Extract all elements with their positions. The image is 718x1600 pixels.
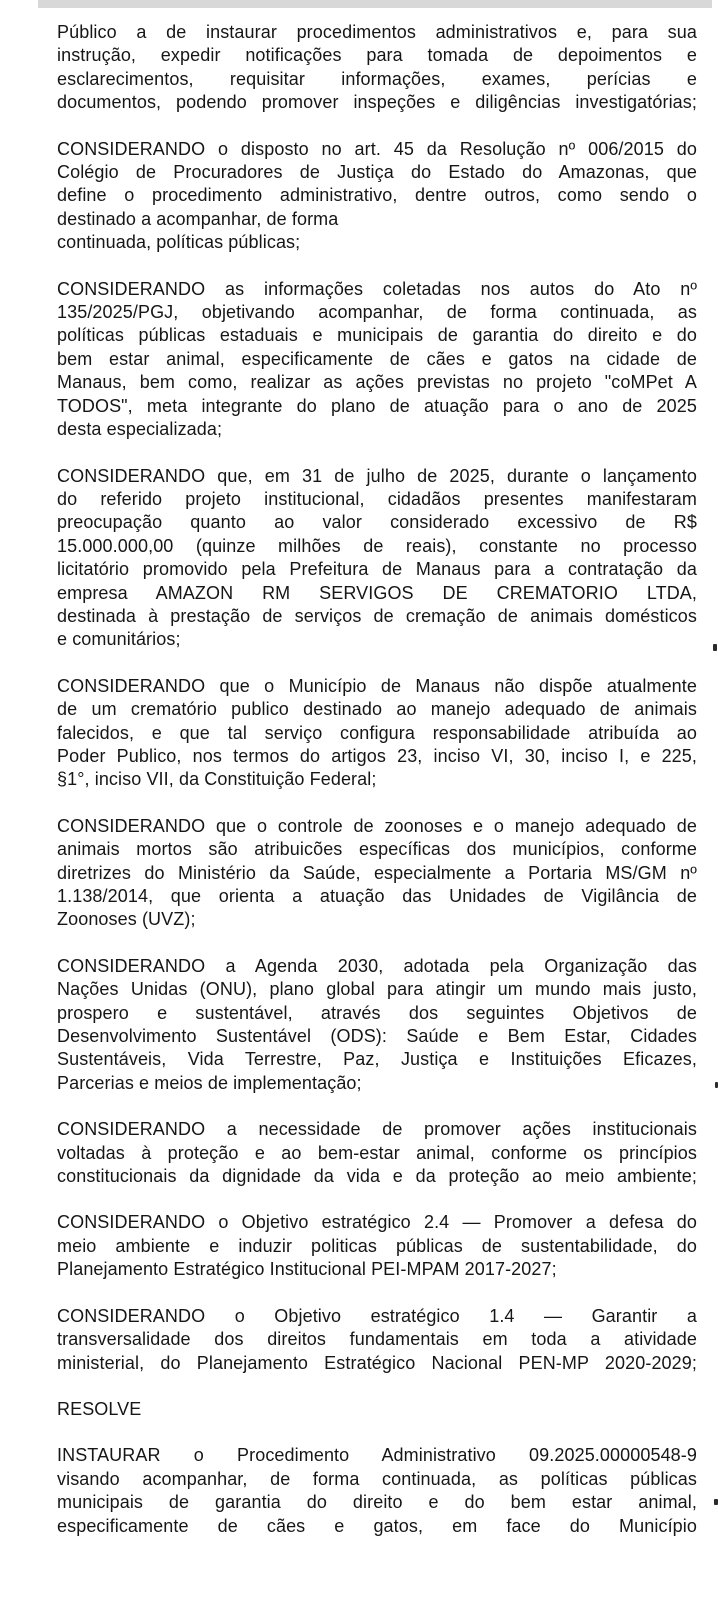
- paragraph: [57, 138, 697, 255]
- text-line: destinado a acompanhar, de forma: [57, 208, 339, 229]
- text-line: CONSIDERANDO o Objetivo estratégico 1.4 — Garantir a: [57, 1305, 697, 1326]
- document-text-block: [57, 21, 697, 1561]
- scan-artifact: [713, 644, 717, 651]
- text-line: políticas públicas estaduais e municipais de garantia do direito e do: [57, 325, 697, 346]
- text-line: meio ambiente e induzir politicas públicas de sustentabilidade, do: [57, 1235, 697, 1256]
- text-line: instrução, expedir notificações para tomada de depoimentos e: [57, 45, 697, 66]
- text-line: empresa AMAZON RM SERVIGOS DE CREMATORIO LTDA,: [57, 582, 697, 603]
- text-line: §1°, inciso VII, da Constituição Federal;: [57, 769, 377, 790]
- text-line: CONSIDERANDO que o controle de zoonoses e o manejo adequado de: [57, 815, 697, 836]
- text-line: Nações Unidas (ONU), plano global para atingir um mundo mais justo,: [57, 979, 697, 1000]
- text-line: bem estar animal, especificamente de cães e gatos na cidade de: [57, 348, 697, 369]
- scan-artifact: [714, 1499, 718, 1505]
- text-line: esclarecimentos, requisitar informações, exames, perícias e: [57, 68, 697, 89]
- text-line: animais mortos são atribuicões específicas dos municípios, conforme: [57, 839, 697, 860]
- paragraph: [57, 465, 697, 652]
- text-line: do referido projeto institucional, cidadãos presentes manifestaram: [57, 488, 697, 509]
- text-line: CONSIDERANDO que o Município de Manaus não dispõe atualmente: [57, 675, 697, 696]
- text-line: Manaus, bem como, realizar as ações previstas no projeto "coMPet A: [57, 372, 697, 393]
- text-line: ministerial, do Planejamento Estratégico Nacional PEN-MP 2020-2029;: [57, 1352, 697, 1373]
- paragraph: [57, 1444, 697, 1538]
- text-line: RESOLVE: [57, 1398, 142, 1419]
- text-line: continuada, políticas públicas;: [57, 232, 301, 253]
- text-line: destinada à prestação de serviços de cremação de animais domésticos: [57, 605, 697, 626]
- text-line: CONSIDERANDO o Objetivo estratégico 2.4 — Promover a defesa do: [57, 1212, 697, 1233]
- text-line: de um crematório publico destinado ao manejo adequado de animais: [57, 699, 697, 720]
- text-line: visando acompanhar, de forma continuada, as políticas públicas: [57, 1468, 697, 1489]
- text-line: define o procedimento administrativo, dentre outros, como sendo o: [57, 185, 697, 206]
- text-line: preocupação quanto ao valor considerado excessivo de R$: [57, 512, 697, 533]
- text-line: falecidos, e que tal serviço configura responsabilidade atribuída ao: [57, 722, 697, 743]
- text-line: Parcerias e meios de implementação;: [57, 1072, 362, 1093]
- text-line: Desenvolvimento Sustentável (ODS): Saúde e Bem Estar, Cidades: [57, 1026, 697, 1047]
- text-line: 1.138/2014, que orienta a atuação das Unidades de Vigilância de: [57, 886, 697, 906]
- paragraph: [57, 955, 697, 1095]
- text-line: desta especializada;: [57, 419, 223, 440]
- scan-page-top-edge: [38, 0, 712, 8]
- paragraph: [57, 1211, 697, 1281]
- paragraph: [57, 1118, 697, 1188]
- paragraph: [57, 815, 697, 932]
- text-line: documentos, podendo promover inspeções e diligências investigatórias;: [57, 92, 697, 113]
- text-line: Colégio de Procuradores de Justiça do Estado do Amazonas, que: [57, 162, 697, 183]
- text-line: Público a de instaurar procedimentos administrativos e, para sua: [57, 22, 697, 42]
- text-line: Planejamento Estratégico Institucional PEI-MPAM 2017-2027;: [57, 1259, 557, 1280]
- text-line: diretrizes do Ministério da Saúde, especialmente a Portaria MS/GM nº: [57, 862, 697, 883]
- paragraph: [57, 278, 697, 442]
- text-line: Sustentáveis, Vida Terrestre, Paz, Justiça e Instituições Eficazes,: [57, 1049, 697, 1070]
- text-line: CONSIDERANDO a necessidade de promover ações institucionais: [57, 1119, 697, 1140]
- text-line: municipais de garantia do direito e do bem estar animal,: [57, 1492, 697, 1513]
- text-line: e comunitários;: [57, 629, 181, 650]
- text-line: licitatório promovido pela Prefeitura de Manaus para a contratação da: [57, 559, 697, 580]
- text-line: prospero e sustentável, através dos seguintes Objetivos de: [57, 1002, 697, 1023]
- text-line: CONSIDERANDO as informações coletadas nos autos do Ato nº: [57, 278, 697, 299]
- text-line: INSTAURAR o Procedimento Administrativo 09.2025.00000548-9: [57, 1445, 697, 1466]
- text-line: transversalidade dos direitos fundamentais em toda a atividade: [57, 1329, 697, 1350]
- paragraph: [57, 1398, 697, 1421]
- text-line: especificamente de cães e gatos, em face do Município: [57, 1515, 697, 1536]
- text-line: voltadas à proteção e ao bem-estar animal, conforme os princípios: [57, 1142, 697, 1163]
- paragraph: [57, 1305, 697, 1375]
- text-line: CONSIDERANDO a Agenda 2030, adotada pela Organização das: [57, 955, 697, 976]
- text-line: constitucionais da dignidade da vida e da proteção ao meio ambiente;: [57, 1166, 697, 1187]
- paragraph: [57, 675, 697, 792]
- text-line: CONSIDERANDO o disposto no art. 45 da Resolução nº 006/2015 do: [57, 138, 697, 159]
- text-line: 135/2025/PGJ, objetivando acompanhar, de forma continuada, as: [57, 302, 697, 323]
- text-line: 15.000.000,00 (quinze milhões de reais), constante no processo: [57, 535, 697, 556]
- text-line: CONSIDERANDO que, em 31 de julho de 2025, durante o lançamento: [57, 465, 697, 486]
- text-line: Poder Publico, nos termos do artigos 23, inciso VI, 30, inciso I, e 225,: [57, 745, 697, 766]
- text-line: Zoonoses (UVZ);: [57, 909, 196, 930]
- paragraph: [57, 21, 697, 115]
- text-line: TODOS", meta integrante do plano de atuação para o ano de 2025: [57, 395, 697, 416]
